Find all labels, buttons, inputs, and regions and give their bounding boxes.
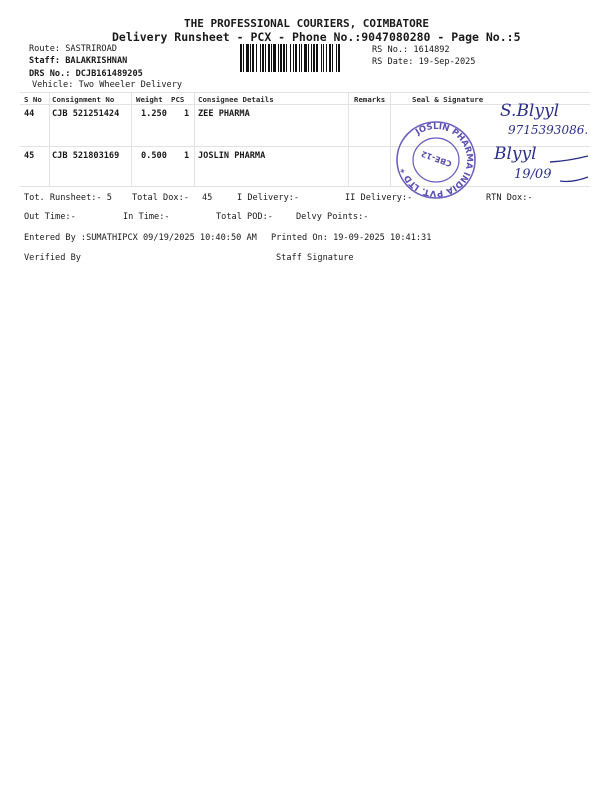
col-divider [348, 92, 349, 186]
signature-date: 19/09 [514, 167, 552, 182]
row-consignment-no: CJB 521803169 [52, 151, 120, 161]
verified-by: Verified By [24, 253, 81, 263]
row-pcs: 1 [184, 109, 190, 119]
column-header-sno: S No [24, 95, 42, 104]
row-consignee: ZEE PHARMA [198, 109, 250, 119]
row-weight: 1.250 [141, 109, 167, 119]
total-runsheet: Tot. Runsheet:- 5 [24, 193, 112, 203]
signature-2-stroke [548, 150, 590, 164]
route-label: Route: SASTRIROAD [29, 44, 117, 54]
total-dox-value: 45 [202, 193, 213, 203]
stamp-inner-text: CBE-12 [419, 148, 454, 169]
col-divider [49, 92, 50, 186]
rtn-dox: RTN Dox:- [486, 193, 533, 203]
col-divider [194, 92, 195, 186]
table-top-rule [20, 92, 590, 93]
staff-signature: Staff Signature [276, 253, 354, 263]
company-title: THE PROFESSIONAL COURIERS, COIMBATORE [184, 17, 430, 30]
rs-number: RS No.: 1614892 [372, 45, 450, 55]
entered-by: Entered By :SUMATHIPCX 09/19/2025 10:40:50 AM [24, 233, 257, 243]
signature-date-stroke [558, 170, 590, 184]
i-delivery: I Delivery:- [237, 193, 300, 203]
col-divider [390, 92, 391, 186]
table-bottom-rule [20, 186, 590, 187]
barcode-bar [340, 44, 341, 72]
out-time: Out Time:- [24, 212, 76, 222]
signature-phone: 9715393086. [508, 123, 589, 137]
signature-2: Blyyl [494, 144, 537, 164]
runsheet-subtitle: Delivery Runsheet - PCX - Phone No.:9047080280 - Page No.:5 [112, 30, 521, 44]
column-header-seal-signature: Seal & Signature [412, 95, 484, 104]
ii-delivery: II Delivery:- [345, 193, 413, 203]
row-weight: 0.500 [141, 151, 167, 161]
row-pcs: 1 [184, 151, 190, 161]
stamp-outer-text: JOSLIN PHARMA INDIA PVT. LTD * [399, 121, 475, 199]
col-divider [131, 92, 132, 186]
column-header-consignee: Consignee Details [198, 95, 274, 104]
signature-1: S.Blyyl [500, 101, 560, 121]
drs-number: DRS No.: DCJB161489205 [29, 69, 143, 79]
row-consignee: JOSLIN PHARMA [198, 151, 266, 161]
total-pod: Total POD:- [216, 212, 273, 222]
column-header-weight: Weight [136, 95, 163, 104]
row-sno: 44 [24, 109, 35, 119]
printed-on: Printed On: 19-09-2025 10:41:31 [271, 233, 432, 243]
delvy-points: Delvy Points:- [296, 212, 369, 222]
column-header-consignment: Consignment No [52, 95, 115, 104]
row-consignment-no: CJB 521251424 [52, 109, 120, 119]
company-stamp [393, 118, 479, 202]
rs-date: RS Date: 19-Sep-2025 [372, 57, 476, 67]
staff-label: Staff: BALAKRISHNAN [29, 56, 128, 66]
column-header-remarks: Remarks [354, 95, 386, 104]
vehicle-label: Vehicle: Two Wheeler Delivery [32, 80, 183, 90]
barcode-icon [240, 44, 368, 72]
row-sno: 45 [24, 151, 35, 161]
column-header-pcs: PCS [171, 95, 185, 104]
in-time: In Time:- [123, 212, 170, 222]
total-dox-label: Total Dox:- [132, 193, 189, 203]
